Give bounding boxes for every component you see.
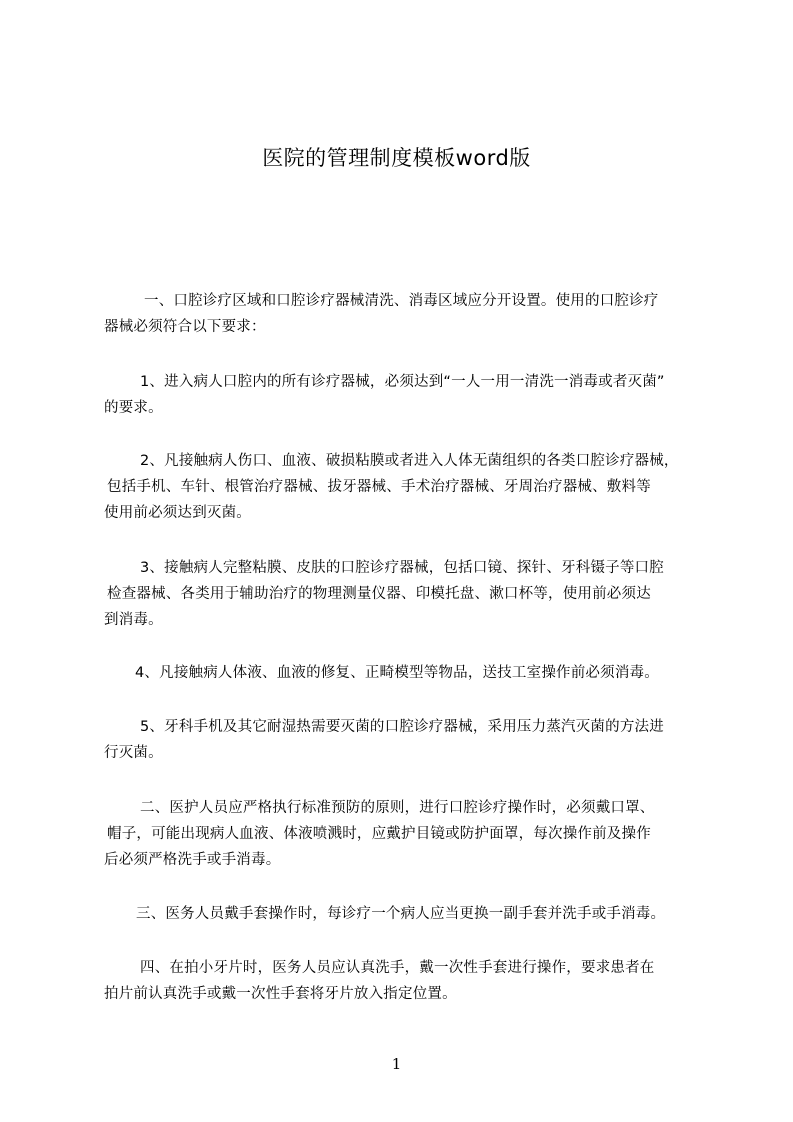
paragraph-line: 的要求。 [104, 400, 163, 416]
paragraph-line: 行灭菌。 [104, 745, 163, 761]
paragraph-line: 1、进入病人口腔内的所有诊疗器械，必须达到“一人一用一清洗一消毒或者灭菌” [140, 374, 665, 390]
paragraph-line: 包括手机、车针、根管治疗器械、拔牙器械、手术治疗器械、牙周治疗器械、敷料等 [107, 479, 651, 495]
paragraph-section-1 [104, 288, 716, 340]
paragraph-item-4 [104, 660, 716, 686]
paragraph-line: 二、医护人员应严格执行标准预防的原则，进行口腔诊疗操作时，必须戴口罩、 [140, 800, 655, 816]
paragraph-line: 拍片前认真洗手或戴一次性手套将牙片放入指定位置。 [104, 986, 457, 1002]
paragraph-line: 后必须严格洗手或手消毒。 [104, 852, 281, 868]
paragraph-line: 三、医务人员戴手套操作时，每诊疗一个病人应当更换一副手套并洗手或手消毒。 [136, 906, 666, 922]
paragraph-line: 到消毒。 [104, 612, 163, 628]
paragraph-line: 3、接触病人完整粘膜、皮肤的口腔诊疗器械，包括口镜、探针、牙科镊子等口腔 [140, 560, 664, 576]
page-number: 1 [391, 1055, 402, 1073]
paragraph-item-3 [104, 555, 716, 633]
paragraph-line: 4、凡接触病人体液、血液的修复、正畸模型等物品，送技工室操作前必须消毒。 [135, 665, 659, 681]
paragraph-line: 四、在拍小牙片时，医务人员应认真洗手，戴一次性手套进行操作，要求患者在 [140, 960, 655, 976]
paragraph-line: 器械必须符合以下要求： [104, 319, 266, 335]
paragraph-line: 帽子，可能出现病人血液、体液喷溅时，应戴护目镜或防护面罩，每次操作前及操作 [107, 826, 651, 842]
paragraph-item-1 [104, 369, 716, 421]
paragraph-line: 检查器械、各类用于辅助治疗的物理测量仪器、印模托盘、漱口杯等，使用前必须达 [107, 586, 651, 602]
paragraph-item-2 [104, 448, 716, 526]
paragraph-section-2 [104, 795, 716, 873]
paragraph-line: 使用前必须达到灭菌。 [104, 505, 251, 521]
document-title: 医院的管理制度模板word版 [262, 146, 531, 170]
paragraph-line: 2、凡接触病人伤口、血液、破损粘膜或者进入人体无菌组织的各类口腔诊疗器械， [140, 453, 679, 469]
paragraph-section-4 [104, 955, 716, 1007]
paragraph-item-5 [104, 714, 716, 766]
paragraph-line: 5、牙科手机及其它耐湿热需要灭菌的口腔诊疗器械，采用压力蒸汽灭菌的方法进 [140, 719, 664, 735]
paragraph-line: 一、口腔诊疗区域和口腔诊疗器械清洗、消毒区域应分开设置。使用的口腔诊疗 [144, 293, 659, 309]
paragraph-section-3 [104, 901, 716, 927]
